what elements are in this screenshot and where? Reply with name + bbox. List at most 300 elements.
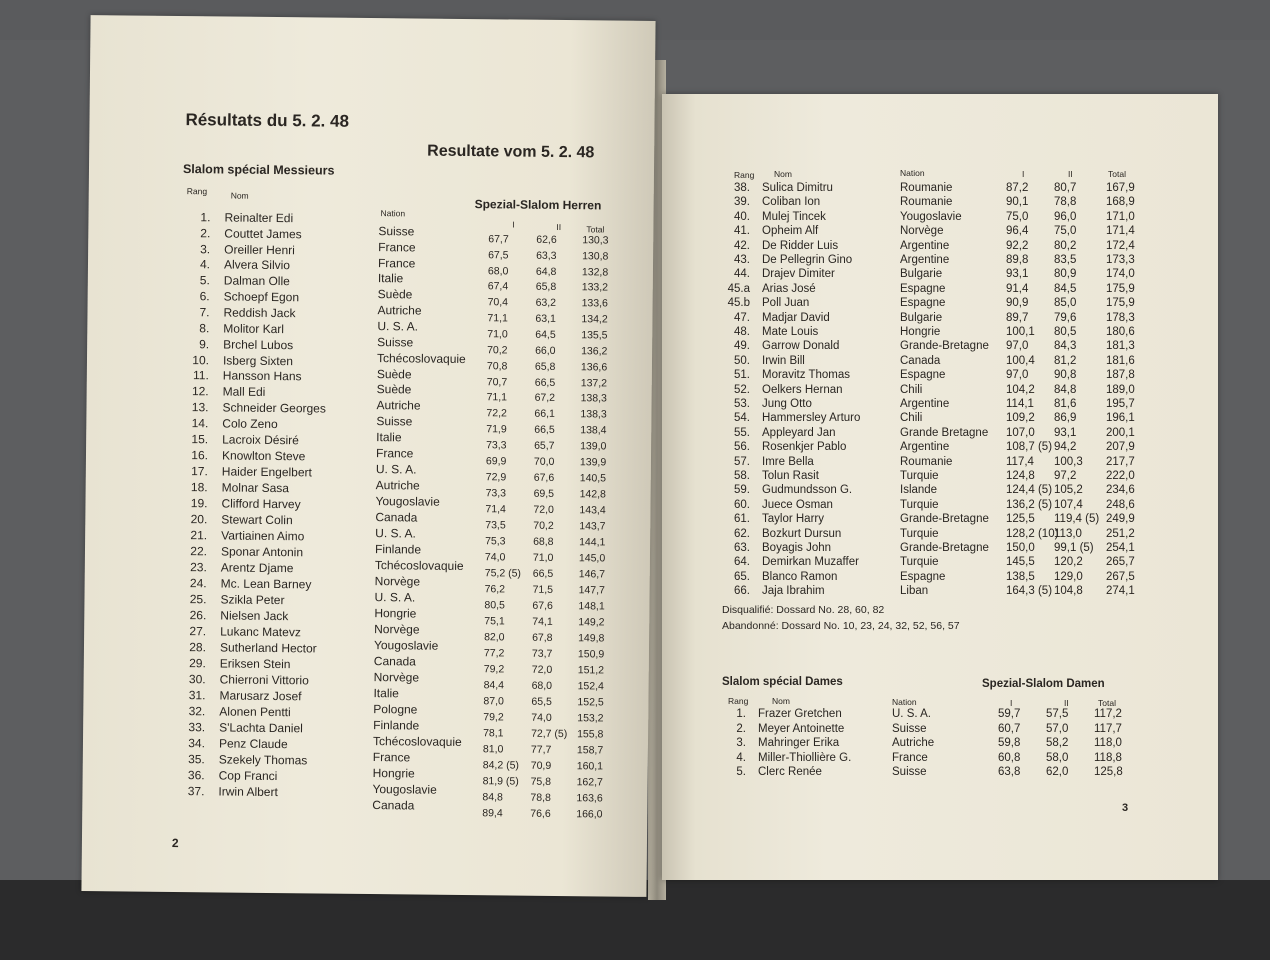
rank-cell: 21.	[190, 527, 208, 542]
total-cell: 151,2	[577, 663, 605, 676]
run2-cell: 83,5	[1054, 254, 1077, 266]
run2-cell: 70,2	[533, 519, 554, 532]
rank-cell: 18.	[190, 479, 208, 495]
nation-cell: Bulgarie	[900, 311, 943, 324]
total-cell: 254,1	[1106, 542, 1135, 554]
rank-cell: 66.	[734, 585, 750, 598]
run2-cell: 84,8	[1054, 383, 1077, 396]
rank-cell: 63.	[734, 542, 750, 554]
run2-cell: 90,8	[1054, 369, 1077, 382]
total-cell: 152,5	[577, 695, 604, 709]
rank-cell: 20.	[190, 511, 208, 526]
total-cell: 147,7	[578, 583, 605, 597]
header-run2: II	[556, 221, 562, 233]
run1-cell: 90,9	[1006, 297, 1029, 310]
nation-cell: France	[377, 255, 416, 271]
run2-cell: 58,0	[1046, 751, 1069, 764]
total-cell: 143,7	[579, 519, 606, 533]
total-cell: 148,1	[578, 599, 605, 612]
total-cell: 166,0	[576, 808, 603, 821]
total-cell: 171,0	[1106, 210, 1135, 223]
total-cell: 133,6	[581, 297, 608, 310]
total-cell: 135,5	[581, 329, 608, 342]
total-cell: 249,9	[1106, 513, 1135, 526]
nation-cell: Espagne	[900, 369, 946, 382]
nation-cell: Yougoslavie	[373, 637, 439, 653]
ladies-section-title-fr: Slalom spécial Dames	[722, 676, 843, 688]
rank-cell: 9.	[199, 336, 210, 351]
nation-cell: Espagne	[900, 282, 946, 295]
rank-cell: 65.	[734, 570, 750, 583]
total-cell: 251,2	[1106, 527, 1135, 540]
nation-cell: U. S. A.	[892, 708, 931, 720]
nation-cell: Grande-Bretagne	[900, 542, 989, 554]
run2-cell: 84,5	[1054, 282, 1077, 295]
nation-cell: Grande-Bretagne	[900, 340, 989, 353]
name-cell: Sutherland Hector	[219, 639, 317, 655]
total-cell: 217,7	[1106, 455, 1135, 468]
name-cell: Frazer Gretchen	[758, 708, 842, 720]
nation-cell: Yougoslavie	[372, 781, 437, 797]
run1-cell: 100,1	[1006, 326, 1035, 338]
run1-cell: 75,0	[1006, 210, 1029, 223]
rank-cell: 14.	[191, 416, 209, 431]
nation-cell: Yougoslavie	[375, 493, 440, 509]
nation-cell: France	[372, 749, 411, 765]
nation-cell: Chili	[900, 412, 923, 425]
run1-cell: 71,9	[486, 423, 507, 436]
nation-cell: Turquie	[900, 470, 939, 482]
run1-cell: 73,5	[485, 518, 506, 532]
rank-cell: 47.	[734, 311, 750, 324]
nation-cell: Turquie	[900, 527, 939, 540]
run2-cell: 69,5	[533, 487, 555, 500]
total-cell: 138,3	[580, 392, 607, 405]
run1-cell: 89,7	[1006, 311, 1029, 324]
rank-cell: 25.	[189, 591, 207, 606]
run2-cell: 97,2	[1054, 470, 1077, 482]
run2-cell: 58,2	[1046, 737, 1069, 749]
rank-cell: 38.	[734, 182, 750, 194]
nation-cell: Islande	[900, 484, 938, 497]
rank-cell: 24.	[189, 575, 207, 590]
header-nation: Nation	[900, 168, 925, 178]
rank-cell: 31.	[188, 687, 206, 702]
nation-cell: Argentine	[900, 254, 950, 266]
name-cell: Appleyard Jan	[762, 426, 836, 439]
total-cell: 274,1	[1106, 585, 1135, 598]
rank-cell: 35.	[188, 751, 205, 767]
name-cell: Szekely Thomas	[218, 752, 308, 768]
nation-cell: Suisse	[377, 334, 414, 350]
abandoned-note: Abandonné: Dossard No. 10, 23, 24, 32, 52, 56, 57	[722, 620, 960, 632]
nation-cell: Italie	[377, 271, 404, 286]
total-cell: 138,4	[580, 424, 607, 437]
total-cell: 175,9	[1106, 297, 1135, 310]
run2-cell: 66,5	[532, 567, 554, 580]
nation-cell: France	[892, 751, 928, 764]
nation-cell: Espagne	[900, 297, 946, 310]
total-cell: 248,6	[1106, 498, 1135, 511]
run1-cell: 75,2 (5)	[484, 566, 522, 580]
total-cell: 130,8	[582, 250, 609, 263]
nation-cell: France	[378, 239, 416, 255]
run1-cell: 75,3	[485, 534, 506, 548]
run1-cell: 71,0	[487, 328, 508, 341]
run2-cell: 78,8	[1054, 196, 1077, 209]
run2-cell: 67,2	[534, 392, 556, 405]
run2-cell: 75,8	[530, 775, 552, 788]
nation-cell: Argentine	[900, 239, 950, 252]
run2-cell: 65,8	[535, 281, 557, 294]
run1-cell: 79,2	[483, 662, 505, 675]
name-cell: Garrow Donald	[762, 340, 840, 353]
header-name: Nom	[774, 169, 792, 179]
rank-cell: 10.	[192, 352, 210, 367]
run2-cell: 72,0	[531, 663, 553, 676]
total-cell: 168,9	[1106, 196, 1135, 209]
total-cell: 133,2	[581, 281, 609, 294]
rank-cell: 57.	[734, 455, 750, 468]
run2-cell: 105,2	[1054, 484, 1083, 497]
name-cell: Jung Otto	[762, 398, 812, 410]
total-cell: 130,3	[582, 234, 609, 247]
nation-cell: Grande-Bretagne	[900, 513, 989, 526]
run2-cell: 86,9	[1054, 412, 1077, 425]
run1-cell: 84,2 (5)	[482, 758, 520, 772]
run2-cell: 119,4 (5)	[1054, 513, 1100, 526]
total-cell: 158,7	[576, 743, 604, 757]
run1-cell: 117,4	[1006, 455, 1034, 468]
rank-cell: 64.	[734, 556, 750, 569]
nation-cell: Suisse	[376, 414, 413, 429]
run2-cell: 63,1	[535, 312, 556, 326]
name-cell: Poll Juan	[762, 297, 810, 310]
run2-cell: 96,0	[1054, 210, 1077, 223]
nation-cell: Argentine	[900, 398, 950, 410]
section-title-fr: Slalom spécial Messieurs	[182, 162, 335, 178]
nation-cell: Roumanie	[900, 182, 953, 194]
run2-cell: 70,0	[533, 455, 555, 468]
page-title-de: Resultate vom 5. 2. 48	[427, 142, 595, 162]
run2-cell: 71,5	[532, 583, 554, 596]
run1-cell: 164,3 (5)	[1006, 585, 1053, 598]
nation-cell: Hongrie	[900, 326, 941, 338]
rank-cell: 58.	[734, 470, 750, 482]
header-run1: I	[512, 219, 515, 230]
rank-cell: 11.	[192, 368, 209, 383]
rank-cell: 44.	[734, 268, 750, 281]
total-cell: 138,3	[580, 408, 607, 421]
rank-cell: 13.	[191, 400, 209, 415]
name-cell: Clerc Renée	[758, 766, 822, 778]
rank-cell: 2.	[736, 722, 746, 735]
total-cell: 167,9	[1106, 182, 1135, 194]
run2-cell: 81,2	[1054, 354, 1077, 367]
total-cell: 222,0	[1106, 470, 1135, 482]
total-cell: 118,0	[1094, 737, 1122, 749]
rank-cell: 1.	[736, 708, 746, 720]
total-cell: 162,7	[576, 776, 603, 789]
total-cell: 267,5	[1106, 570, 1135, 583]
rank-cell: 1.	[200, 210, 211, 225]
total-cell: 136,6	[580, 360, 608, 374]
run2-cell: 57,5	[1046, 708, 1069, 720]
name-cell: Oreiller Henri	[224, 242, 295, 257]
run1-cell: 79,2	[483, 710, 504, 724]
rank-cell: 3.	[736, 737, 746, 749]
name-cell: Mate Louis	[762, 326, 819, 338]
total-cell: 153,2	[577, 711, 604, 725]
rank-cell: 36.	[187, 768, 205, 783]
name-cell: Meyer Antoinette	[758, 722, 845, 735]
rank-cell: 27.	[189, 623, 207, 638]
name-cell: Madjar David	[762, 311, 830, 324]
run1-cell: 109,2	[1006, 412, 1035, 425]
run1-cell: 60,7	[998, 722, 1021, 735]
rank-cell: 3.	[200, 241, 211, 256]
run1-cell: 92,2	[1006, 239, 1029, 252]
nation-cell: Turquie	[900, 498, 939, 511]
run1-cell: 81,9 (5)	[482, 775, 519, 788]
run1-cell: 87,2	[1006, 182, 1029, 194]
name-cell: Vartiainen Aimo	[221, 528, 305, 543]
nation-cell: Hongrie	[372, 765, 415, 781]
nation-cell: Finlande	[374, 541, 422, 557]
total-cell: 171,4	[1106, 225, 1135, 238]
rank-cell: 41.	[734, 225, 750, 238]
run2-cell: 65,5	[531, 695, 552, 708]
name-cell: Mc. Lean Barney	[220, 575, 312, 591]
total-cell: 174,0	[1106, 268, 1135, 281]
nation-cell: Yougoslavie	[900, 210, 962, 223]
name-cell: Lukanc Matevz	[220, 623, 301, 639]
rank-cell: 26.	[189, 607, 207, 622]
ladies-header-run1: I	[1010, 698, 1013, 708]
total-cell: 144,1	[579, 535, 606, 549]
name-cell: Rosenkjer Pablo	[762, 441, 847, 454]
run2-cell: 120,2	[1054, 556, 1083, 569]
name-cell: Clifford Harvey	[221, 496, 301, 511]
run2-cell: 71,0	[532, 551, 554, 564]
name-cell: Dalman Olle	[223, 273, 290, 289]
name-cell: Schneider Georges	[222, 400, 326, 416]
nation-cell: Suède	[377, 287, 413, 302]
run2-cell: 77,7	[530, 743, 552, 756]
nation-cell: Italie	[376, 430, 402, 445]
name-cell: Stewart Colin	[221, 512, 293, 527]
name-cell: Isberg Sixten	[222, 352, 294, 368]
run1-cell: 107,0	[1006, 426, 1035, 439]
nation-cell: Suisse	[378, 224, 415, 239]
total-cell: 132,8	[581, 265, 609, 279]
run1-cell: 89,8	[1006, 254, 1029, 266]
run1-cell: 138,5	[1006, 570, 1035, 583]
run1-cell: 81,0	[482, 742, 504, 756]
run1-cell: 100,4	[1006, 354, 1035, 367]
name-cell: Alvera Silvio	[223, 257, 291, 273]
header-run1: I	[1022, 169, 1025, 179]
run2-cell: 74,0	[531, 711, 552, 724]
run2-cell: 64,8	[535, 265, 557, 278]
nation-cell: Norvège	[374, 621, 420, 637]
name-cell: Chierroni Vittorio	[219, 672, 309, 687]
run1-cell: 96,4	[1006, 225, 1029, 238]
run1-cell: 60,8	[998, 751, 1021, 764]
name-cell: Moravitz Thomas	[762, 369, 850, 382]
run1-cell: 71,1	[486, 391, 508, 404]
run2-cell: 104,8	[1054, 585, 1083, 598]
nation-cell: Espagne	[900, 570, 946, 583]
run2-cell: 62,6	[536, 233, 557, 246]
nation-cell: Norvège	[374, 573, 421, 589]
run2-cell: 94,2	[1054, 441, 1077, 454]
run2-cell: 84,3	[1054, 340, 1077, 353]
run2-cell: 66,5	[534, 376, 556, 389]
run1-cell: 67,5	[488, 249, 509, 262]
name-cell: Irwin Albert	[218, 784, 278, 800]
rank-cell: 8.	[199, 321, 210, 336]
run1-cell: 91,4	[1006, 282, 1029, 295]
section-title-de: Spezial-Slalom Herren	[474, 197, 602, 213]
total-cell: 152,4	[577, 679, 604, 693]
total-cell: 117,2	[1094, 708, 1122, 720]
run2-cell: 72,0	[533, 503, 554, 516]
nation-cell: Bulgarie	[900, 268, 943, 281]
header-name: Nom	[230, 190, 249, 201]
header-total: Total	[586, 224, 605, 235]
name-cell: Penz Claude	[218, 736, 288, 751]
total-cell: 125,8	[1094, 766, 1123, 778]
name-cell: Miller-Thiollière G.	[758, 751, 852, 764]
run2-cell: 66,0	[535, 344, 556, 357]
name-cell: Sulica Dimitru	[762, 182, 833, 194]
name-cell: Imre Bella	[762, 455, 814, 468]
run1-cell: 108,7 (5)	[1006, 441, 1053, 454]
nation-cell: Liban	[900, 585, 929, 598]
header-total: Total	[1108, 169, 1126, 179]
total-cell: 178,3	[1106, 311, 1135, 324]
name-cell: Nielsen Jack	[220, 607, 289, 623]
rank-cell: 4.	[736, 751, 746, 764]
name-cell: Hansson Hans	[222, 368, 302, 384]
name-cell: Drajev Dimiter	[762, 268, 835, 281]
rank-cell: 30.	[188, 671, 206, 686]
nation-cell: Hongrie	[374, 605, 417, 621]
run1-cell: 73,3	[486, 439, 507, 452]
total-cell: 181,6	[1106, 354, 1135, 367]
total-cell: 195,7	[1106, 398, 1135, 410]
name-cell: Reddish Jack	[223, 305, 296, 321]
run1-cell: 70,2	[487, 344, 508, 357]
name-cell: De Ridder Luis	[762, 239, 839, 252]
run1-cell: 68,0	[487, 264, 509, 278]
run2-cell: 63,3	[536, 249, 557, 262]
total-cell: 180,6	[1106, 326, 1135, 338]
total-cell: 134,2	[581, 313, 608, 326]
ladies-header-name: Nom	[772, 696, 790, 706]
rank-cell: 60.	[734, 498, 750, 511]
total-cell: 172,4	[1106, 239, 1135, 252]
rank-cell: 50.	[734, 354, 750, 367]
run2-cell: 67,6	[532, 599, 553, 612]
page-number: 3	[1122, 802, 1129, 814]
run1-cell: 70,7	[486, 375, 508, 388]
ladies-section-title-de: Spezial-Slalom Damen	[982, 678, 1105, 690]
nation-cell: Canada	[375, 509, 418, 525]
rank-cell: 32.	[188, 703, 206, 718]
rank-cell: 4.	[199, 257, 211, 272]
rank-cell: 7.	[199, 305, 210, 320]
rank-cell: 29.	[189, 655, 206, 670]
rank-cell: 52.	[734, 383, 750, 396]
nation-cell: Autriche	[377, 303, 422, 318]
total-cell: 189,0	[1106, 383, 1135, 396]
name-cell: Lacroix Désiré	[222, 432, 299, 448]
run1-cell: 114,1	[1006, 398, 1034, 410]
name-cell: Juece Osman	[762, 498, 833, 511]
nation-cell: U. S. A.	[375, 525, 416, 541]
run2-cell: 70,9	[530, 759, 552, 772]
total-cell: 149,2	[578, 615, 605, 628]
total-cell: 137,2	[580, 376, 608, 390]
run2-cell: 81,6	[1054, 398, 1077, 410]
rank-cell: 59.	[734, 484, 750, 497]
name-cell: Boyagis John	[762, 542, 832, 554]
nation-cell: Suède	[376, 382, 412, 397]
run1-cell: 82,0	[484, 630, 505, 643]
run1-cell: 72,9	[485, 471, 507, 484]
rank-cell: 6.	[199, 289, 210, 304]
name-cell: Szikla Peter	[220, 591, 285, 607]
total-cell: 145,0	[578, 551, 606, 565]
run2-cell: 85,0	[1054, 297, 1077, 310]
name-cell: Jaja Ibrahim	[762, 585, 825, 598]
run1-cell: 80,5	[484, 598, 505, 611]
run1-cell: 70,8	[486, 359, 508, 373]
rank-cell: 62.	[734, 527, 750, 540]
run1-cell: 87,0	[483, 694, 504, 707]
name-cell: Cop Franci	[218, 768, 278, 783]
run2-cell: 67,6	[533, 471, 555, 484]
right-page	[662, 94, 1218, 880]
rank-cell: 42.	[734, 239, 750, 252]
rank-cell: 48.	[734, 326, 750, 338]
run1-cell: 89,4	[482, 807, 503, 820]
run1-cell: 59,8	[998, 737, 1021, 749]
run2-cell: 113,0	[1054, 527, 1082, 540]
nation-cell: Roumanie	[900, 196, 953, 209]
run1-cell: 136,2 (5)	[1006, 498, 1053, 511]
name-cell: Taylor Harry	[762, 513, 824, 526]
run1-cell: 145,5	[1006, 556, 1035, 569]
total-cell: 139,9	[579, 456, 607, 469]
nation-cell: U. S. A.	[377, 319, 419, 334]
name-cell: Irwin Bill	[762, 354, 805, 367]
name-cell: Eriksen Stein	[219, 655, 291, 671]
run1-cell: 70,4	[487, 296, 509, 309]
run1-cell: 125,5	[1006, 513, 1035, 526]
run2-cell: 129,0	[1054, 570, 1083, 583]
run1-cell: 72,2	[486, 407, 507, 420]
rank-cell: 5.	[736, 766, 746, 778]
name-cell: Alonen Pentti	[219, 704, 291, 719]
name-cell: Knowlton Steve	[221, 448, 306, 464]
rank-cell: 53.	[734, 398, 750, 410]
name-cell: Mall Edi	[222, 384, 266, 400]
nation-cell: Canada	[372, 798, 415, 813]
run1-cell: 104,2	[1006, 383, 1035, 396]
